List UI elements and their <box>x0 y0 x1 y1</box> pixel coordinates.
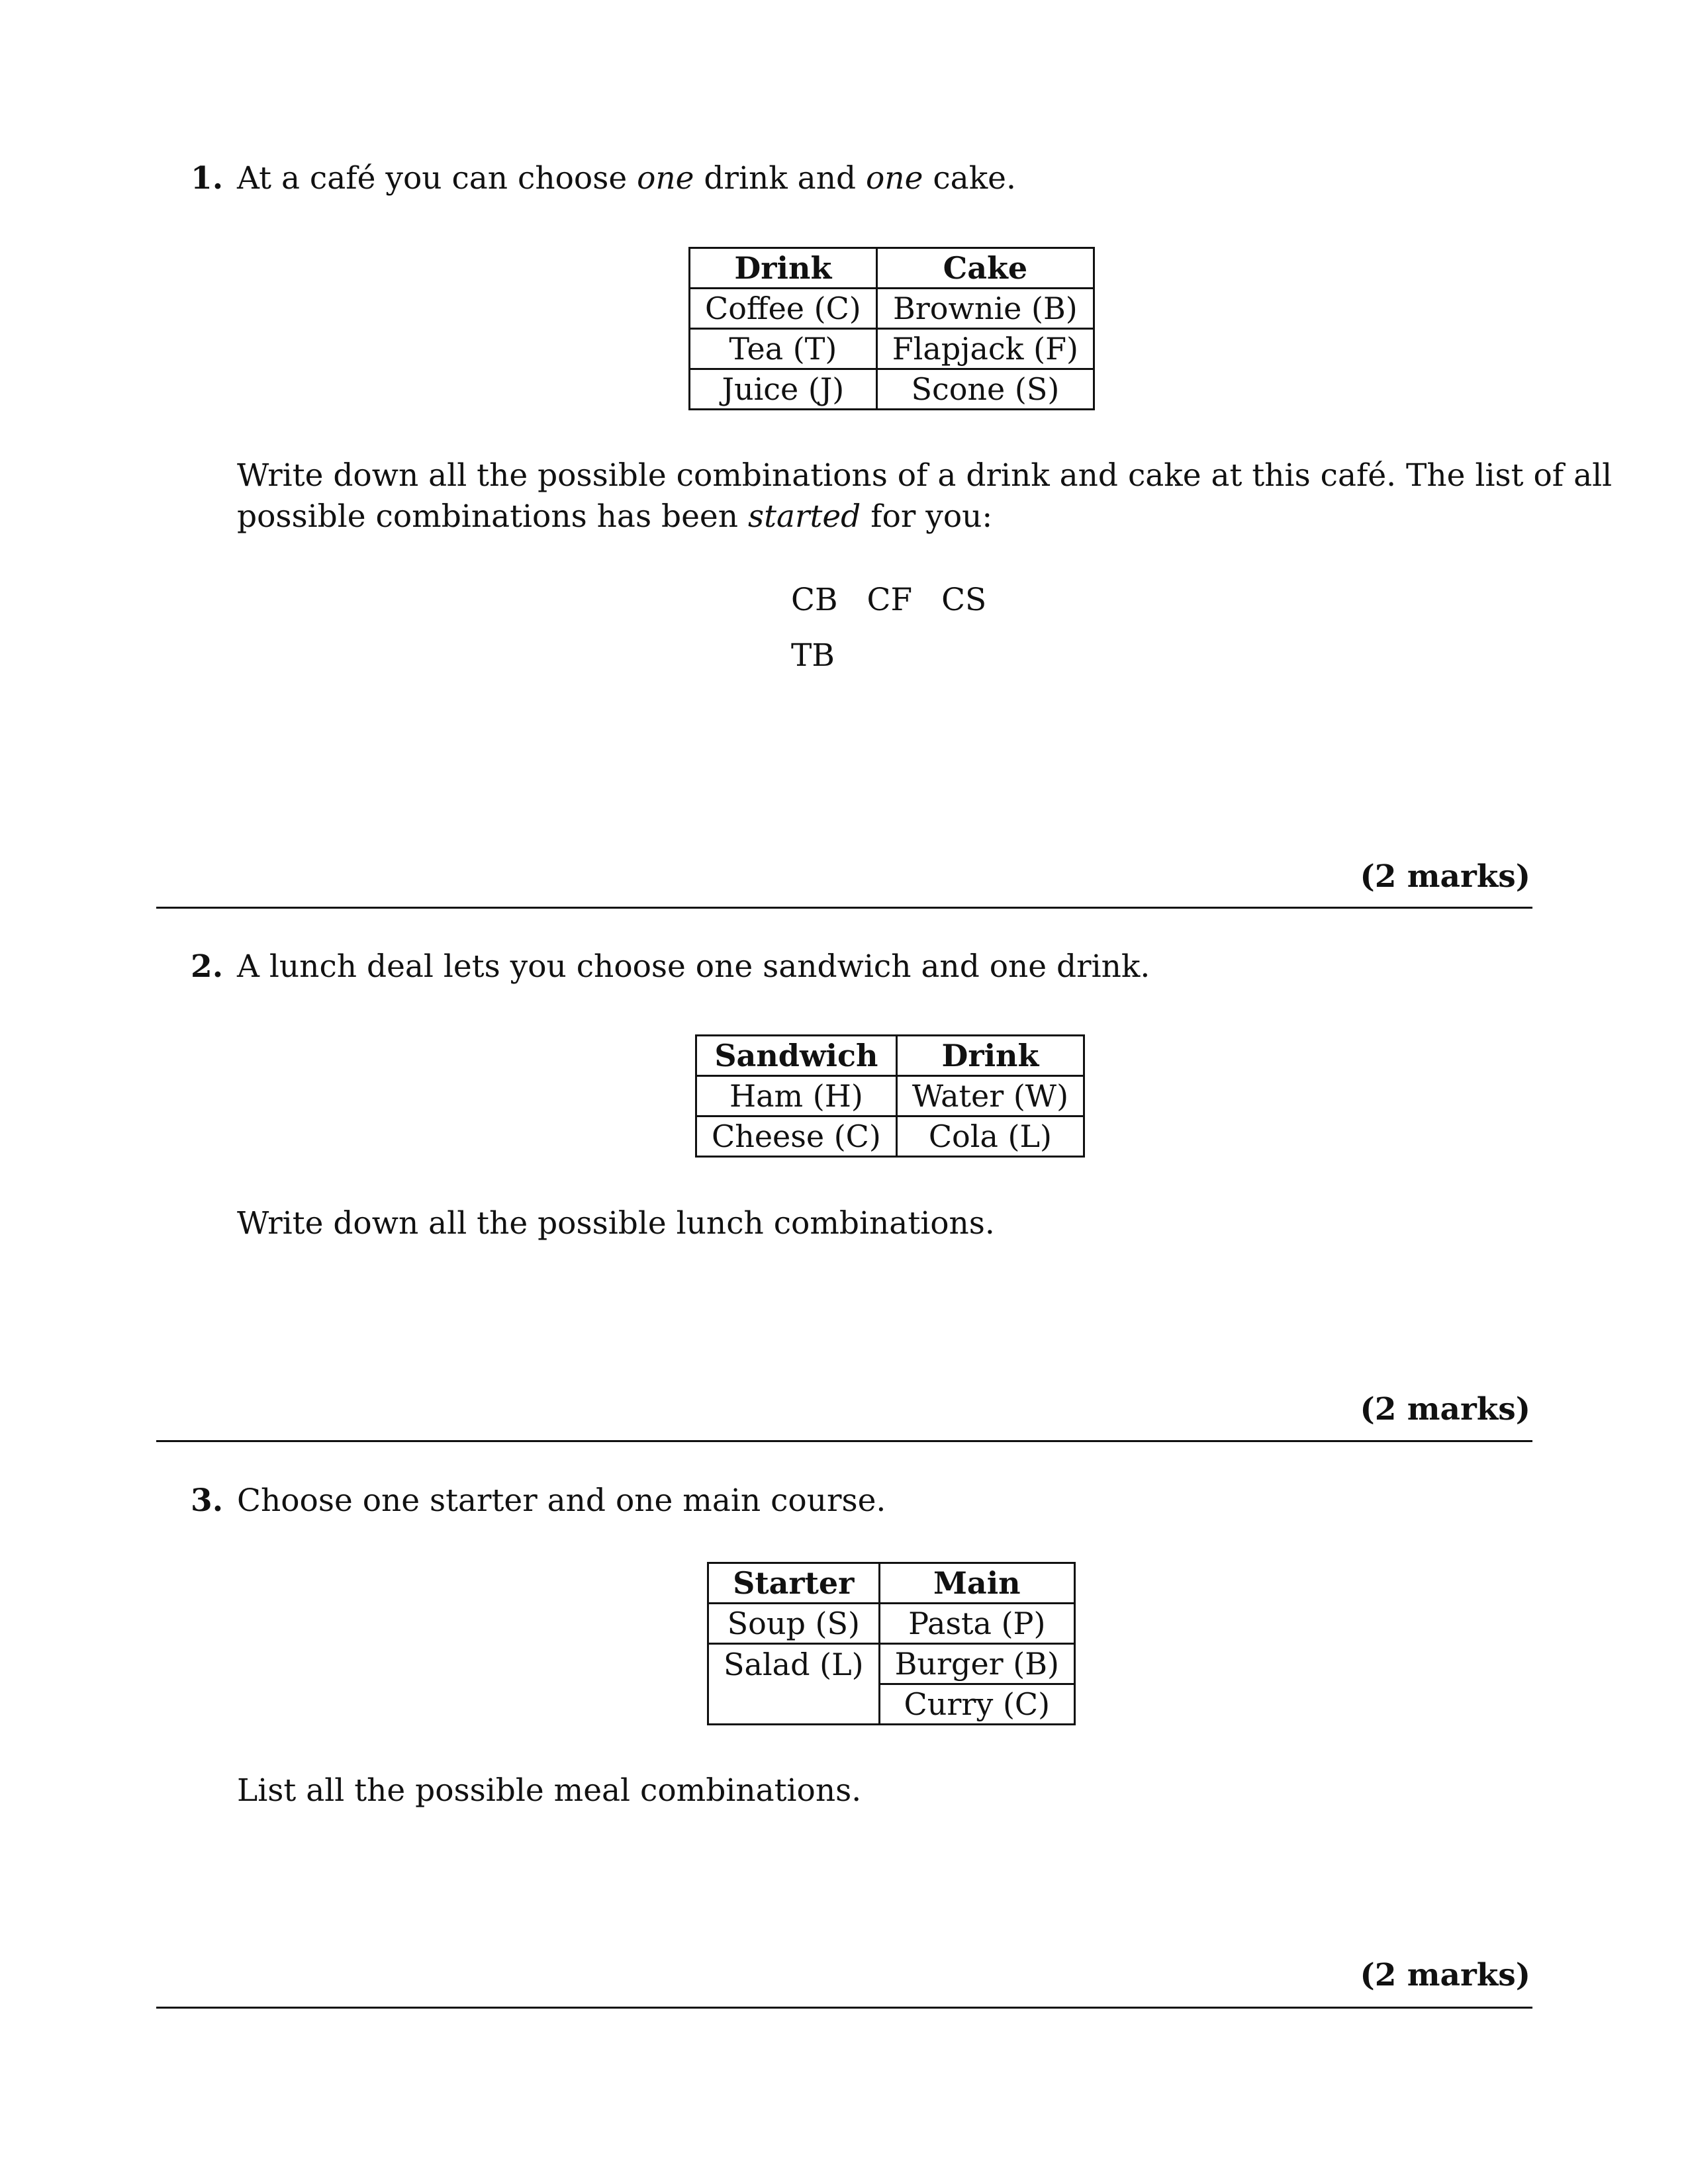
question-1-heading <box>191 159 1016 199</box>
question-1-instruction <box>237 455 1612 537</box>
table-header-row <box>690 248 1094 289</box>
column-header: Sandwich <box>696 1036 897 1076</box>
table-cell: Ham (H) <box>696 1076 897 1116</box>
table-cell: Curry (C) <box>879 1684 1074 1725</box>
table-cell: Water (W) <box>896 1076 1084 1116</box>
table-cell: Burger (B) <box>879 1644 1074 1684</box>
table-header-row <box>708 1563 1075 1604</box>
table-cell: Cola (L) <box>896 1116 1084 1157</box>
table-cell: Brownie (B) <box>876 289 1094 329</box>
combination-row <box>791 628 1015 684</box>
table-cell: Salad (L) <box>708 1644 880 1684</box>
table-row <box>708 1604 1075 1644</box>
question-2-instruction: Write down all the possible lunch combinations. <box>237 1205 995 1242</box>
section-divider <box>156 907 1532 909</box>
combination-row <box>791 572 1015 628</box>
column-header: Main <box>879 1563 1074 1604</box>
question-2-heading <box>191 947 1150 987</box>
intro-text: drink and <box>694 160 867 197</box>
table-cell: Pasta (P) <box>879 1604 1074 1644</box>
intro-emphasis: one <box>637 160 694 197</box>
section-divider <box>156 2007 1532 2009</box>
table-header-row <box>696 1036 1084 1076</box>
instruction-line: Write down all the possible combinations of a drink and cake at this café. The list of all <box>237 457 1613 494</box>
column-header: Cake <box>876 248 1094 289</box>
table-cell: Coffee (C) <box>690 289 877 329</box>
table-row <box>696 1076 1084 1116</box>
combination: TB <box>791 637 835 674</box>
question-number: 2. <box>191 948 224 985</box>
table-cell: Soup (S) <box>708 1604 880 1644</box>
combination: CB <box>791 582 838 618</box>
table-cell: Juice (J) <box>690 369 877 410</box>
table-cell: Tea (T) <box>690 329 877 369</box>
instruction-emphasis: started <box>747 498 861 535</box>
sandwich-drink-table <box>695 1034 1085 1158</box>
intro-text: At a café you can choose <box>237 160 637 197</box>
question-intro: A lunch deal lets you choose one sandwich and one drink. <box>237 948 1150 985</box>
table-row <box>690 329 1094 369</box>
question-intro: Choose one starter and one main course. <box>237 1482 886 1519</box>
question-number: 3. <box>191 1482 224 1519</box>
drink-cake-table <box>688 247 1095 410</box>
instruction-text: possible combinations has been <box>237 498 748 535</box>
question-3-heading <box>191 1481 886 1521</box>
table-cell: Flapjack (F) <box>876 329 1094 369</box>
table-row <box>708 1644 1075 1684</box>
section-divider <box>156 1440 1532 1442</box>
intro-emphasis: one <box>866 160 923 197</box>
started-combinations <box>791 572 1015 684</box>
table-row <box>690 289 1094 329</box>
combination: CS <box>941 582 987 618</box>
question-1-marks: (2 marks) <box>1360 858 1530 895</box>
column-header: Drink <box>896 1036 1084 1076</box>
intro-text: cake. <box>923 160 1016 197</box>
table-row <box>696 1116 1084 1157</box>
column-header: Starter <box>708 1563 880 1604</box>
question-2-marks: (2 marks) <box>1360 1391 1530 1428</box>
column-header: Drink <box>690 248 877 289</box>
instruction-text: for you: <box>861 498 993 535</box>
starter-main-table <box>707 1562 1076 1725</box>
question-3-marks: (2 marks) <box>1360 1957 1530 1993</box>
instruction-line <box>237 496 1612 537</box>
question-3-instruction: List all the possible meal combinations. <box>237 1772 862 1809</box>
table-row <box>690 369 1094 410</box>
table-cell: Cheese (C) <box>696 1116 897 1157</box>
table-cell <box>708 1684 880 1725</box>
question-number: 1. <box>191 160 224 197</box>
question-intro <box>237 160 1016 197</box>
table-row <box>708 1684 1075 1725</box>
combination: CF <box>867 582 913 618</box>
table-cell: Scone (S) <box>876 369 1094 410</box>
